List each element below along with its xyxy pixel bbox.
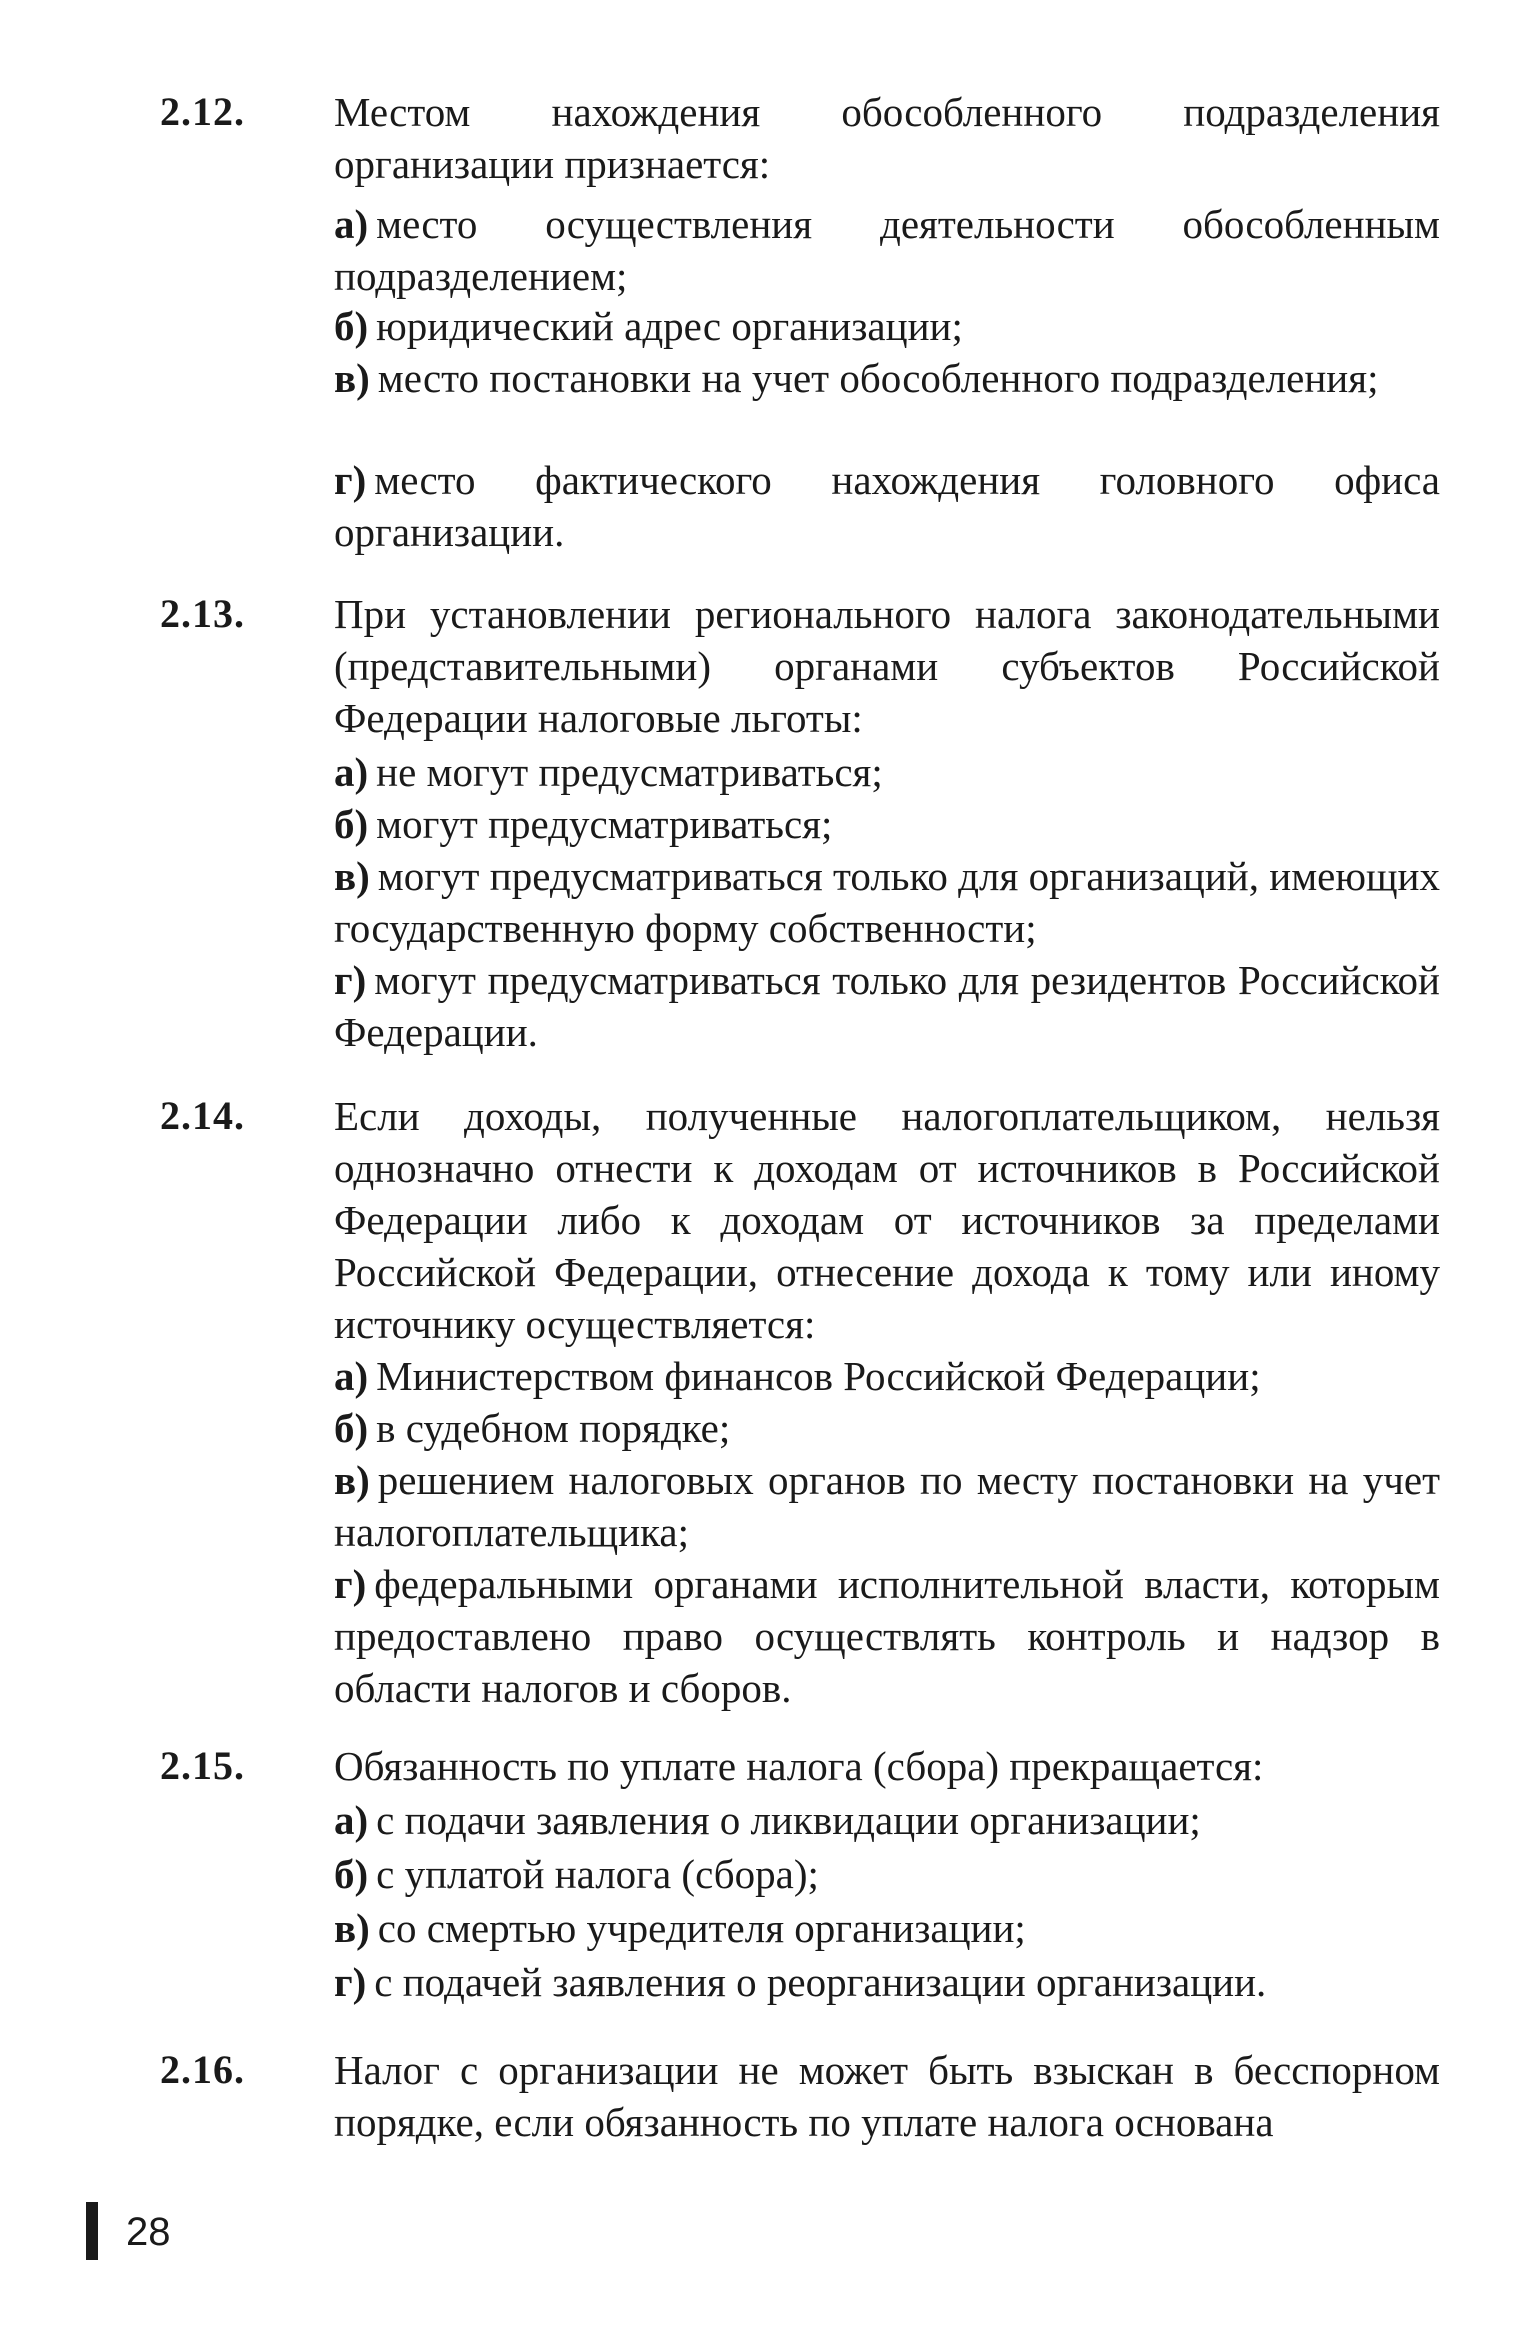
option-text: Министерством финансов Российской Федерации; [376,1353,1261,1399]
option-letter: б) [334,1851,369,1897]
page-marker-bar [86,2202,98,2260]
option-letter: в) [334,1905,370,1951]
option-text: место постановки на учет обособленного подразделения; [377,355,1379,401]
option-letter: а) [334,201,369,247]
option-text: не могут предусматриваться; [376,749,883,795]
answer-option [334,1402,1440,1454]
option-letter: в) [334,355,370,401]
option-letter: в) [334,853,370,899]
option-text: федеральными органами исполнительной власти, которым предоставлено право осуществлять контроль и надзор в области налогов и сборов. [334,1561,1440,1711]
answer-option [334,746,1440,798]
answer-option [334,850,1440,954]
answer-option [334,1454,1440,1558]
answer-option [334,454,1440,558]
option-text: с подачей заявления о реорганизации организации. [374,1959,1267,2005]
option-letter: а) [334,1353,369,1399]
option-letter: г) [334,1959,367,2005]
question-text: Обязанность по уплате налога (сбора) прекращается: [334,1743,1264,1789]
answer-option [334,352,1440,404]
option-text: могут предусматриваться только для резидентов Российской Федерации. [334,957,1440,1055]
option-letter: в) [334,1457,370,1503]
option-text: решением налоговых органов по месту постановки на учет налогоплательщика; [334,1457,1440,1555]
option-text: место осуществления деятельности обособленным подразделением; [334,201,1440,299]
answer-option [334,1350,1440,1402]
answer-option [334,1956,1440,2008]
question-number: 2.13. [160,591,245,636]
option-letter: б) [334,1405,369,1451]
option-letter: г) [334,957,367,1003]
option-letter: а) [334,749,369,795]
question-text: Налог с организации не может быть взыскан в бесспорном порядке, если обязанность по уплате налога основана [334,2047,1440,2145]
option-text: могут предусматриваться только для организаций, имеющих государственную форму собственности; [334,853,1440,951]
answer-option [334,1848,1440,1900]
option-letter: а) [334,1797,369,1843]
answer-option [334,300,1440,352]
option-text: место фактического нахождения головного офиса организации. [334,457,1440,555]
answer-option [334,954,1440,1058]
page-number: 28 [126,2210,171,2254]
answer-option [334,1902,1440,1954]
question-number: 2.14. [160,1093,245,1138]
option-text: могут предусматриваться; [376,801,833,847]
question-number: 2.12. [160,89,245,134]
option-letter: г) [334,457,367,503]
question-text: Если доходы, полученные налогоплательщиком, нельзя однозначно отнести к доходам от источников в Российской Федерации либо к доходам от источников за пределами Российской Федерации, отнесение дохода к тому или иному источнику осуществляется: [334,1093,1440,1347]
question-number: 2.16. [160,2047,245,2092]
option-text: с подачи заявления о ликвидации организации; [376,1797,1201,1843]
question-text: Местом нахождения обособленного подразделения организации признается: [334,89,1440,187]
answer-option [334,1558,1440,1714]
option-text: с уплатой налога (сбора); [376,1851,819,1897]
option-text: со смертью учредителя организации; [377,1905,1026,1951]
option-letter: б) [334,801,369,847]
option-text: в судебном порядке; [376,1405,731,1451]
option-letter: б) [334,303,369,349]
option-text: юридический адрес организации; [376,303,963,349]
answer-option [334,798,1440,850]
option-letter: г) [334,1561,367,1607]
question-text: При установлении регионального налога законодательными (представительными) органами субъектов Российской Федерации налоговые льготы: [334,591,1440,741]
answer-option [334,1794,1440,1846]
answer-option [334,198,1440,302]
question-number: 2.15. [160,1743,245,1788]
